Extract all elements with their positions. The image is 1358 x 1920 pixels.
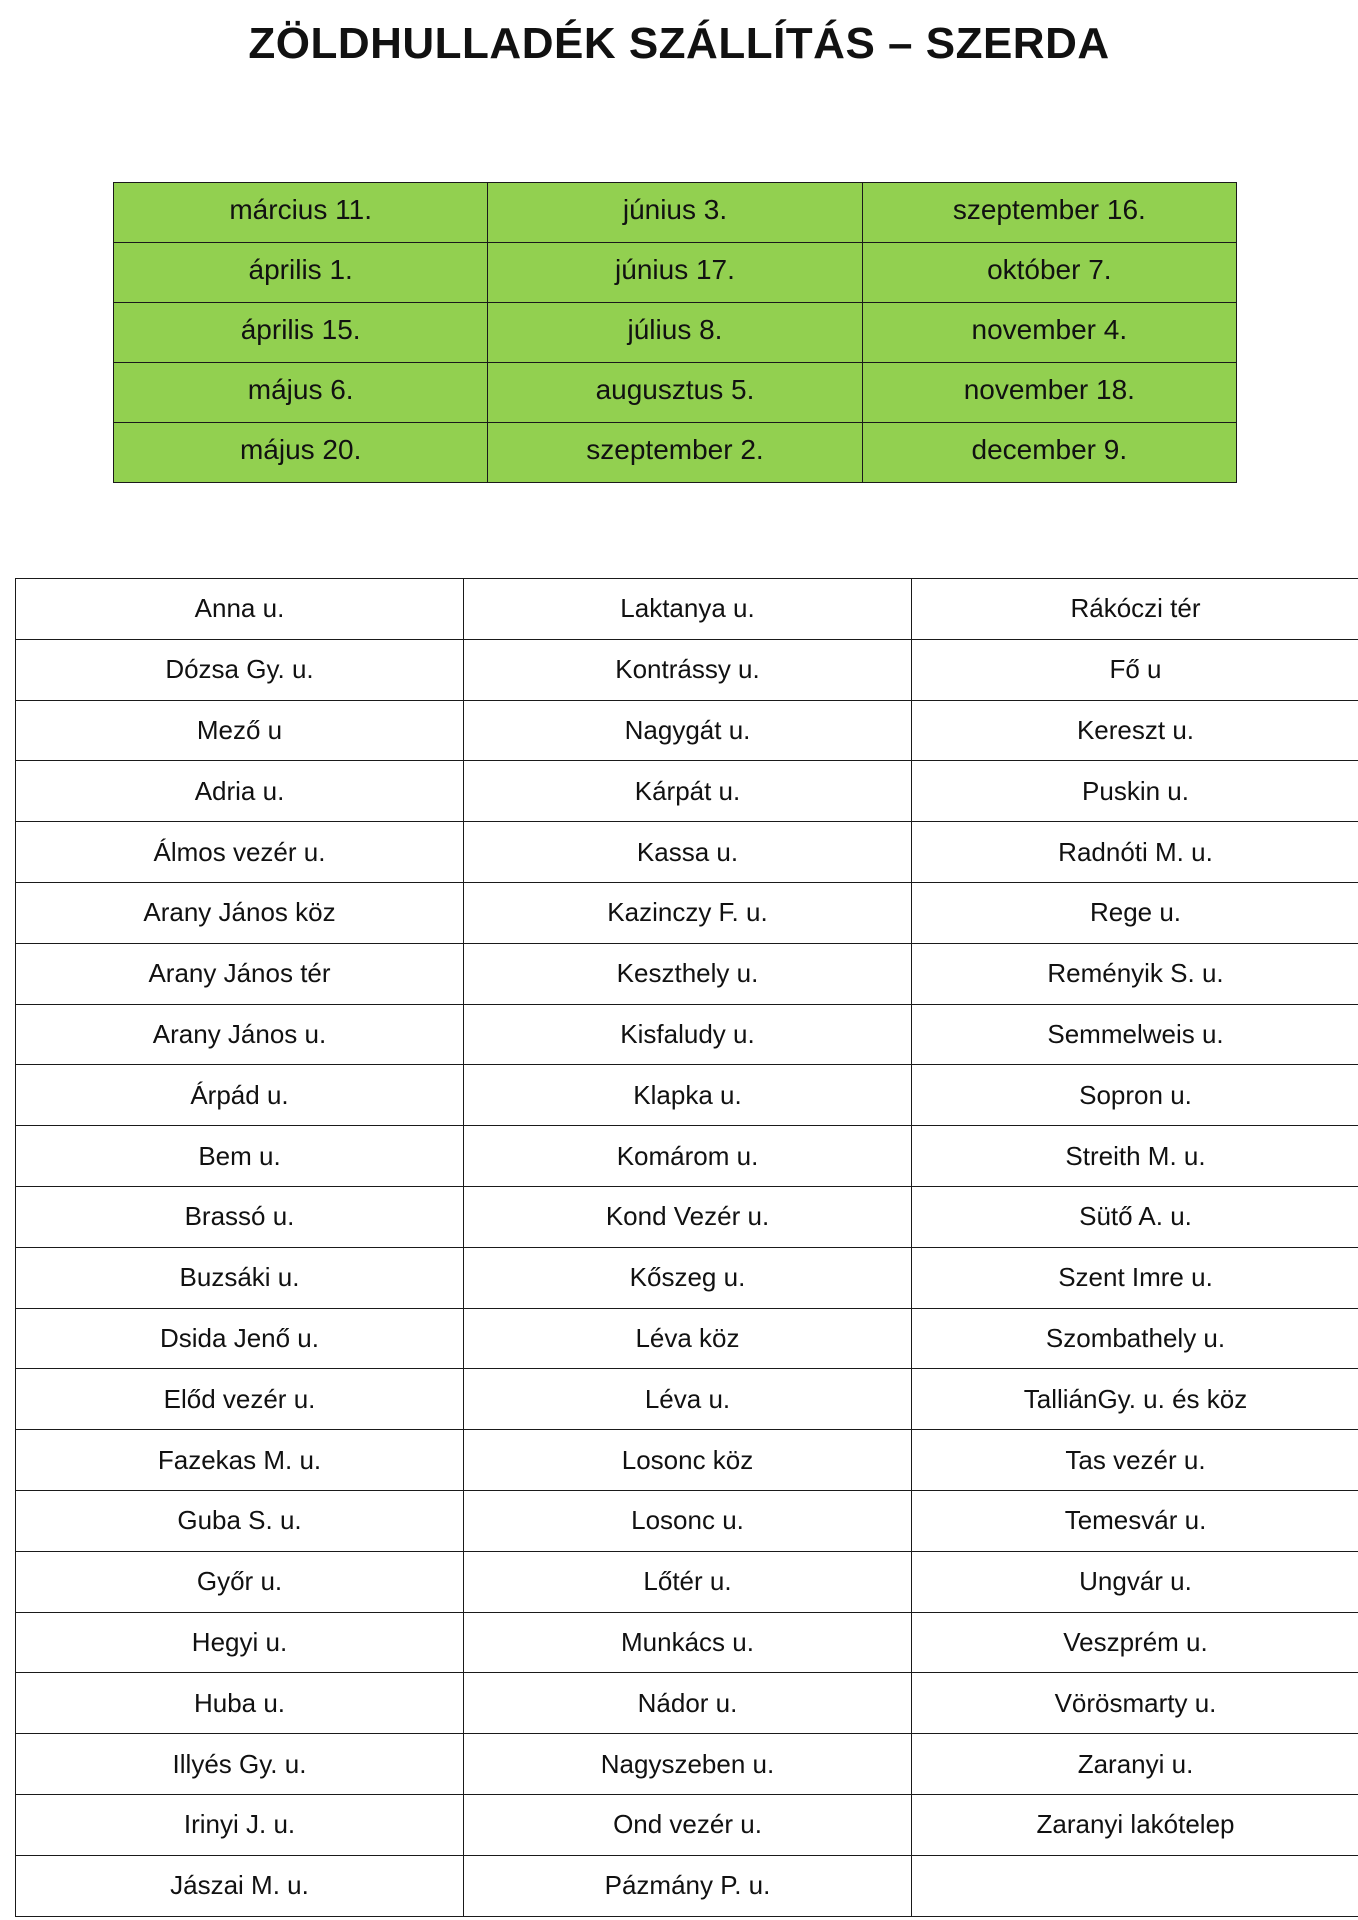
street-cell: Adria u. bbox=[16, 761, 464, 822]
dates-row bbox=[114, 243, 1237, 303]
street-cell: Lőtér u. bbox=[464, 1551, 912, 1612]
street-cell: Irinyi J. u. bbox=[16, 1794, 464, 1855]
street-row bbox=[16, 943, 1358, 1004]
street-row bbox=[16, 1673, 1358, 1734]
street-cell: Sopron u. bbox=[912, 1065, 1358, 1126]
street-cell: Arany János u. bbox=[16, 1004, 464, 1065]
street-cell: Keszthely u. bbox=[464, 943, 912, 1004]
street-cell: Vörösmarty u. bbox=[912, 1673, 1358, 1734]
street-cell: Léva köz bbox=[464, 1308, 912, 1369]
date-cell: május 6. bbox=[114, 363, 488, 423]
street-cell: Munkács u. bbox=[464, 1612, 912, 1673]
dates-row bbox=[114, 423, 1237, 483]
street-row bbox=[16, 1490, 1358, 1551]
date-cell: július 8. bbox=[488, 303, 862, 363]
collection-dates-body bbox=[114, 183, 1237, 483]
street-cell: Bem u. bbox=[16, 1126, 464, 1187]
date-cell: március 11. bbox=[114, 183, 488, 243]
street-row bbox=[16, 1369, 1358, 1430]
street-cell: Arany János köz bbox=[16, 882, 464, 943]
street-cell: Losonc köz bbox=[464, 1430, 912, 1491]
street-cell: Losonc u. bbox=[464, 1490, 912, 1551]
street-row bbox=[16, 761, 1358, 822]
street-row bbox=[16, 1308, 1358, 1369]
street-cell: Reményik S. u. bbox=[912, 943, 1358, 1004]
street-cell: Zaranyi lakótelep bbox=[912, 1794, 1358, 1855]
street-cell: Fazekas M. u. bbox=[16, 1430, 464, 1491]
street-cell: Dózsa Gy. u. bbox=[16, 639, 464, 700]
street-cell: Kazinczy F. u. bbox=[464, 882, 912, 943]
street-cell: Temesvár u. bbox=[912, 1490, 1358, 1551]
street-cell: Klapka u. bbox=[464, 1065, 912, 1126]
street-cell: Tas vezér u. bbox=[912, 1430, 1358, 1491]
date-cell: szeptember 2. bbox=[488, 423, 862, 483]
street-cell: Pázmány P. u. bbox=[464, 1855, 912, 1916]
streets-table bbox=[15, 578, 1358, 1917]
street-row bbox=[16, 1734, 1358, 1795]
street-cell: Guba S. u. bbox=[16, 1490, 464, 1551]
street-cell: Nagygát u. bbox=[464, 700, 912, 761]
street-cell: Brassó u. bbox=[16, 1186, 464, 1247]
date-cell: április 1. bbox=[114, 243, 488, 303]
collection-dates-table bbox=[113, 182, 1237, 483]
street-cell: Ond vezér u. bbox=[464, 1794, 912, 1855]
street-cell: Álmos vezér u. bbox=[16, 822, 464, 883]
street-cell: Léva u. bbox=[464, 1369, 912, 1430]
street-cell: Sütő A. u. bbox=[912, 1186, 1358, 1247]
date-cell: augusztus 5. bbox=[488, 363, 862, 423]
date-cell: június 3. bbox=[488, 183, 862, 243]
date-cell: november 4. bbox=[862, 303, 1236, 363]
street-cell: Szent Imre u. bbox=[912, 1247, 1358, 1308]
street-cell: Győr u. bbox=[16, 1551, 464, 1612]
streets-body bbox=[16, 579, 1358, 1917]
street-cell: Árpád u. bbox=[16, 1065, 464, 1126]
date-cell: november 18. bbox=[862, 363, 1236, 423]
street-cell: Puskin u. bbox=[912, 761, 1358, 822]
street-cell: Veszprém u. bbox=[912, 1612, 1358, 1673]
street-cell: Jászai M. u. bbox=[16, 1855, 464, 1916]
street-cell: Radnóti M. u. bbox=[912, 822, 1358, 883]
street-cell: Anna u. bbox=[16, 579, 464, 640]
date-cell: december 9. bbox=[862, 423, 1236, 483]
dates-row bbox=[114, 363, 1237, 423]
street-cell: Kárpát u. bbox=[464, 761, 912, 822]
street-cell: Semmelweis u. bbox=[912, 1004, 1358, 1065]
street-cell: Kőszeg u. bbox=[464, 1247, 912, 1308]
street-cell: Kontrássy u. bbox=[464, 639, 912, 700]
page-title: ZÖLDHULLADÉK SZÁLLÍTÁS – SZERDA bbox=[248, 19, 1110, 68]
street-cell: Dsida Jenő u. bbox=[16, 1308, 464, 1369]
street-cell: Kereszt u. bbox=[912, 700, 1358, 761]
street-cell: Fő u bbox=[912, 639, 1358, 700]
street-cell: Kisfaludy u. bbox=[464, 1004, 912, 1065]
street-cell: Kassa u. bbox=[464, 822, 912, 883]
street-cell: Huba u. bbox=[16, 1673, 464, 1734]
date-cell: október 7. bbox=[862, 243, 1236, 303]
street-cell: Laktanya u. bbox=[464, 579, 912, 640]
street-cell: Mező u bbox=[16, 700, 464, 761]
street-row bbox=[16, 1430, 1358, 1491]
dates-row bbox=[114, 303, 1237, 363]
street-cell: Hegyi u. bbox=[16, 1612, 464, 1673]
date-cell: szeptember 16. bbox=[862, 183, 1236, 243]
street-row bbox=[16, 1004, 1358, 1065]
street-cell: Kond Vezér u. bbox=[464, 1186, 912, 1247]
date-cell: május 20. bbox=[114, 423, 488, 483]
street-cell: Rákóczi tér bbox=[912, 579, 1358, 640]
street-row bbox=[16, 1065, 1358, 1126]
street-row bbox=[16, 1612, 1358, 1673]
street-cell: Nagyszeben u. bbox=[464, 1734, 912, 1795]
street-cell: Komárom u. bbox=[464, 1126, 912, 1187]
street-row bbox=[16, 1551, 1358, 1612]
street-row bbox=[16, 1186, 1358, 1247]
street-cell: Nádor u. bbox=[464, 1673, 912, 1734]
street-cell: Szombathely u. bbox=[912, 1308, 1358, 1369]
street-cell: TalliánGy. u. és köz bbox=[912, 1369, 1358, 1430]
street-row bbox=[16, 579, 1358, 640]
street-row bbox=[16, 639, 1358, 700]
street-row bbox=[16, 1794, 1358, 1855]
street-row bbox=[16, 822, 1358, 883]
street-cell: Zaranyi u. bbox=[912, 1734, 1358, 1795]
street-cell: Rege u. bbox=[912, 882, 1358, 943]
date-cell: április 15. bbox=[114, 303, 488, 363]
street-cell: Streith M. u. bbox=[912, 1126, 1358, 1187]
street-row bbox=[16, 882, 1358, 943]
street-cell: Buzsáki u. bbox=[16, 1247, 464, 1308]
street-row bbox=[16, 700, 1358, 761]
street-cell bbox=[912, 1855, 1358, 1916]
dates-row bbox=[114, 183, 1237, 243]
street-row bbox=[16, 1247, 1358, 1308]
street-cell: Ungvár u. bbox=[912, 1551, 1358, 1612]
date-cell: június 17. bbox=[488, 243, 862, 303]
street-cell: Illyés Gy. u. bbox=[16, 1734, 464, 1795]
street-row bbox=[16, 1855, 1358, 1916]
street-cell: Előd vezér u. bbox=[16, 1369, 464, 1430]
street-cell: Arany János tér bbox=[16, 943, 464, 1004]
street-row bbox=[16, 1126, 1358, 1187]
